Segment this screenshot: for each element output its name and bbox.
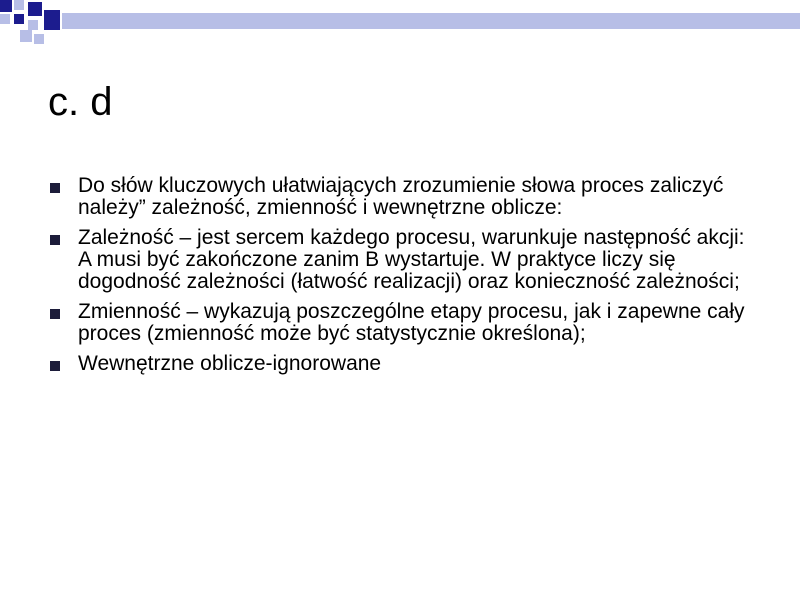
decor-square <box>28 20 38 30</box>
decor-square <box>20 30 32 42</box>
slide-title: c. d <box>48 80 113 124</box>
decor-square <box>28 2 42 16</box>
decor-square <box>14 14 24 24</box>
square-bullet-icon <box>50 183 60 193</box>
decor-square <box>44 10 60 30</box>
bullet-text: Zależność – jest sercem każdego procesu, warunkuje następność akcji: A musi być zakończone zanim B wystartuje. W praktyce liczy się dogodność zależności (łatwość realizacji) oraz konieczność zależności; <box>78 226 745 293</box>
bullet-item <box>50 227 760 293</box>
decor-square <box>14 0 24 10</box>
bullet-item <box>50 301 760 345</box>
square-bullet-icon <box>50 235 60 245</box>
square-bullet-icon <box>50 309 60 319</box>
decor-square <box>0 14 10 24</box>
square-bullet-icon <box>50 361 60 371</box>
decor-square <box>0 0 12 12</box>
bullet-item <box>50 175 760 219</box>
header-bar <box>62 13 800 29</box>
bullet-item <box>50 353 760 375</box>
bullet-text: Zmienność – wykazują poszczególne etapy procesu, jak i zapewne cały proces (zmienność może być statystycznie określona); <box>78 300 745 345</box>
bullet-list <box>50 175 760 383</box>
decor-square <box>34 34 44 44</box>
bullet-text: Do słów kluczowych ułatwiających zrozumienie słowa proces zaliczyć należy” zależność, zmienność i wewnętrzne oblicze: <box>78 174 724 219</box>
bullet-text: Wewnętrzne oblicze-ignorowane <box>78 352 382 375</box>
